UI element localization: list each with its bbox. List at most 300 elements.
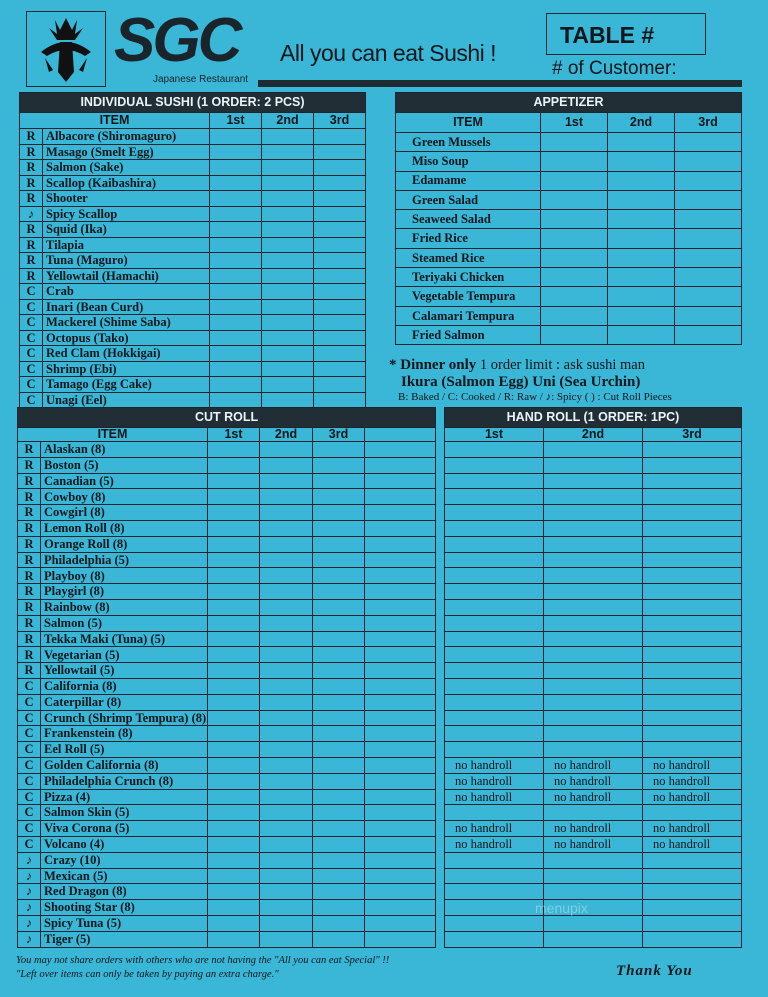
order-cell-3rd[interactable]: [314, 175, 366, 191]
hand-roll-section-title: HAND ROLL (1 ORDER: 1PC): [445, 408, 742, 428]
order-cell-3rd[interactable]: [313, 757, 365, 773]
order-cell-1st[interactable]: [208, 821, 260, 837]
order-cell-1st[interactable]: [208, 552, 260, 568]
order-cell-2nd[interactable]: [544, 552, 643, 568]
order-cell-1st[interactable]: [445, 489, 544, 505]
order-cell-1st[interactable]: [445, 663, 544, 679]
no-handroll-label: no handroll: [445, 821, 544, 837]
order-cell-3rd[interactable]: [313, 900, 365, 916]
order-cell-3rd[interactable]: [313, 868, 365, 884]
order-cell-2nd[interactable]: [262, 160, 314, 176]
order-cell-2nd[interactable]: [262, 129, 314, 145]
item-type-code: C: [18, 678, 41, 694]
order-cell-3rd[interactable]: [313, 789, 365, 805]
order-cell-2nd[interactable]: [262, 222, 314, 238]
order-cell-2nd[interactable]: [544, 489, 643, 505]
order-cell-3rd[interactable]: [313, 631, 365, 647]
order-cell-3rd[interactable]: [675, 133, 742, 152]
order-cell-3rd[interactable]: [675, 171, 742, 190]
item-name: Edamame: [396, 171, 541, 190]
order-cell-3rd[interactable]: [313, 442, 365, 458]
order-cell-2nd[interactable]: [262, 237, 314, 253]
order-cell-1st[interactable]: [208, 599, 260, 615]
order-cell-3rd[interactable]: [675, 306, 742, 325]
order-cell-2nd[interactable]: [544, 915, 643, 931]
order-cell-1st[interactable]: [210, 392, 262, 408]
order-cell-1st[interactable]: [445, 457, 544, 473]
order-cell-2nd[interactable]: [260, 710, 313, 726]
order-cell-1st[interactable]: [541, 287, 608, 306]
order-cell-2nd[interactable]: [260, 568, 313, 584]
no-handroll-label: no handroll: [643, 773, 742, 789]
order-cell-3rd[interactable]: [643, 536, 742, 552]
order-cell-3rd[interactable]: [643, 520, 742, 536]
order-cell-3rd[interactable]: [643, 900, 742, 916]
order-cell-2nd[interactable]: [262, 253, 314, 269]
order-cell-3rd[interactable]: [675, 287, 742, 306]
order-cell-2nd[interactable]: [260, 915, 313, 931]
order-cell-3rd[interactable]: [643, 647, 742, 663]
order-cell-2nd[interactable]: [260, 631, 313, 647]
order-cell-1st[interactable]: [541, 306, 608, 325]
order-cell-2nd[interactable]: [260, 852, 313, 868]
order-cell-3rd[interactable]: [313, 884, 365, 900]
order-cell-1st[interactable]: [210, 284, 262, 300]
order-cell-2nd[interactable]: [260, 836, 313, 852]
order-cell-2nd[interactable]: [260, 489, 313, 505]
order-cell-3rd[interactable]: [314, 237, 366, 253]
order-cell-3rd[interactable]: [643, 473, 742, 489]
no-handroll-label: no handroll: [643, 757, 742, 773]
order-cell-3rd[interactable]: [313, 615, 365, 631]
item-name: Spicy Tuna (5): [41, 915, 208, 931]
order-cell-2nd[interactable]: [544, 536, 643, 552]
order-cell-3rd[interactable]: [313, 647, 365, 663]
order-cell-2nd[interactable]: [260, 678, 313, 694]
order-cell-2nd[interactable]: [544, 647, 643, 663]
order-cell-1st[interactable]: [208, 663, 260, 679]
order-cell-1st[interactable]: [210, 175, 262, 191]
order-cell-3rd[interactable]: [313, 742, 365, 758]
order-cell-3rd[interactable]: [643, 489, 742, 505]
order-cell-1st[interactable]: [445, 536, 544, 552]
item-type-code: R: [18, 663, 41, 679]
item-column-header: ITEM: [18, 428, 208, 442]
item-type-code: R: [18, 536, 41, 552]
order-cell-1st[interactable]: [208, 694, 260, 710]
order-cell-1st[interactable]: [208, 868, 260, 884]
order-cell-2nd[interactable]: [544, 584, 643, 600]
order-cell-2nd[interactable]: [260, 599, 313, 615]
order-cell-3rd[interactable]: [313, 678, 365, 694]
order-cell-1st[interactable]: [541, 268, 608, 287]
item-type-code: C: [20, 284, 43, 300]
order-cell-1st[interactable]: [208, 678, 260, 694]
order-cell-3rd[interactable]: [675, 190, 742, 209]
order-cell-2nd[interactable]: [260, 789, 313, 805]
order-cell-3rd[interactable]: [314, 253, 366, 269]
order-cell-3rd[interactable]: [675, 152, 742, 171]
order-cell-2nd[interactable]: [260, 742, 313, 758]
order-cell-3rd[interactable]: [314, 129, 366, 145]
order-cell-3rd[interactable]: [643, 631, 742, 647]
order-cell-2nd[interactable]: [260, 805, 313, 821]
order-cell-2nd[interactable]: [260, 473, 313, 489]
order-cell-1st[interactable]: [208, 647, 260, 663]
order-cell-1st[interactable]: [445, 884, 544, 900]
order-cell-2nd[interactable]: [544, 457, 643, 473]
order-cell-3rd[interactable]: [313, 931, 365, 947]
order-cell-1st[interactable]: [208, 900, 260, 916]
order-cell-2nd[interactable]: [260, 868, 313, 884]
order-cell-3rd[interactable]: [643, 742, 742, 758]
order-cell-3rd[interactable]: [643, 505, 742, 521]
order-cell-1st[interactable]: [210, 361, 262, 377]
order-cell-1st[interactable]: [445, 647, 544, 663]
order-cell-1st[interactable]: [445, 584, 544, 600]
order-cell-2nd[interactable]: [260, 900, 313, 916]
order-cell-1st[interactable]: [208, 568, 260, 584]
order-cell-3rd[interactable]: [313, 568, 365, 584]
order-cell-3rd[interactable]: [313, 694, 365, 710]
order-cell-2nd[interactable]: [262, 144, 314, 160]
order-cell-2nd[interactable]: [544, 742, 643, 758]
order-cell-2nd[interactable]: [608, 268, 675, 287]
order-cell-3rd[interactable]: [643, 868, 742, 884]
order-cell-2nd[interactable]: [262, 392, 314, 408]
item-name: Octopus (Tako): [43, 330, 210, 346]
order-cell-1st[interactable]: [445, 868, 544, 884]
order-cell-3rd[interactable]: [313, 773, 365, 789]
table-row: [20, 160, 366, 176]
order-cell-2nd[interactable]: [262, 330, 314, 346]
order-cell-1st[interactable]: [208, 757, 260, 773]
order-cell-2nd[interactable]: [260, 457, 313, 473]
order-cell-2nd[interactable]: [544, 694, 643, 710]
order-cell-1st[interactable]: [541, 133, 608, 152]
order-cell-3rd[interactable]: [643, 805, 742, 821]
order-cell-3rd[interactable]: [643, 599, 742, 615]
table-row: [18, 647, 436, 663]
order-cell-1st[interactable]: [210, 129, 262, 145]
order-cell-2nd[interactable]: [260, 726, 313, 742]
order-cell-2nd[interactable]: [260, 694, 313, 710]
item-type-code: ♪: [18, 868, 41, 884]
order-cell-1st[interactable]: [210, 377, 262, 393]
order-cell-1st[interactable]: [445, 442, 544, 458]
order-cell-3rd[interactable]: [313, 473, 365, 489]
order-cell-3rd[interactable]: [314, 144, 366, 160]
order-cell-3rd[interactable]: [314, 299, 366, 315]
order-cell-2nd[interactable]: [262, 206, 314, 222]
order-cell-1st[interactable]: [208, 726, 260, 742]
order-cell-3rd[interactable]: [643, 726, 742, 742]
order-cell-2nd[interactable]: [608, 210, 675, 229]
order-cell-1st[interactable]: [445, 599, 544, 615]
order-cell-1st[interactable]: [445, 568, 544, 584]
order-cell-3rd[interactable]: [313, 836, 365, 852]
order-cell-2nd[interactable]: [260, 931, 313, 947]
order-cell-2nd[interactable]: [608, 287, 675, 306]
order-cell-3rd[interactable]: [314, 361, 366, 377]
order-cell-1st[interactable]: [541, 171, 608, 190]
table-row: [396, 210, 742, 229]
order-cell-1st[interactable]: [210, 160, 262, 176]
order-cell-3rd[interactable]: [314, 222, 366, 238]
extra-cell: [365, 742, 436, 758]
order-cell-3rd[interactable]: [675, 248, 742, 267]
order-cell-1st[interactable]: [208, 710, 260, 726]
order-cell-2nd[interactable]: [544, 631, 643, 647]
order-cell-1st[interactable]: [208, 884, 260, 900]
table-row: [445, 884, 742, 900]
order-cell-1st[interactable]: [210, 206, 262, 222]
order-cell-3rd[interactable]: [643, 442, 742, 458]
order-cell-2nd[interactable]: [608, 325, 675, 344]
table-row: [18, 915, 436, 931]
order-cell-3rd[interactable]: [314, 268, 366, 284]
item-name: Tilapia: [43, 237, 210, 253]
order-cell-3rd[interactable]: [643, 568, 742, 584]
order-cell-1st[interactable]: [210, 299, 262, 315]
order-cell-1st[interactable]: [208, 631, 260, 647]
order-cell-3rd[interactable]: [643, 884, 742, 900]
order-cell-3rd[interactable]: [643, 457, 742, 473]
extra-cell: [365, 900, 436, 916]
order-cell-1st[interactable]: [208, 536, 260, 552]
order-cell-1st[interactable]: [208, 915, 260, 931]
dinner-note-line1: 1 order limit : ask sushi man: [479, 357, 645, 373]
table-row: [20, 346, 366, 362]
order-cell-3rd[interactable]: [643, 552, 742, 568]
order-cell-1st[interactable]: [210, 253, 262, 269]
order-cell-3rd[interactable]: [643, 915, 742, 931]
order-cell-1st[interactable]: [541, 190, 608, 209]
order-cell-2nd[interactable]: [262, 361, 314, 377]
order-cell-3rd[interactable]: [314, 191, 366, 207]
order-cell-2nd[interactable]: [608, 229, 675, 248]
order-cell-3rd[interactable]: [313, 805, 365, 821]
order-cell-1st[interactable]: [445, 915, 544, 931]
order-cell-3rd[interactable]: [314, 330, 366, 346]
item-name: Tuna (Maguro): [43, 253, 210, 269]
item-name: Caterpillar (8): [41, 694, 208, 710]
order-cell-2nd[interactable]: [544, 568, 643, 584]
order-cell-1st[interactable]: [210, 315, 262, 331]
order-cell-3rd[interactable]: [313, 584, 365, 600]
table-row: [18, 584, 436, 600]
order-cell-1st[interactable]: [208, 789, 260, 805]
order-cell-1st[interactable]: [208, 836, 260, 852]
order-cell-1st[interactable]: [541, 152, 608, 171]
order-cell-3rd[interactable]: [643, 678, 742, 694]
order-cell-2nd[interactable]: [260, 552, 313, 568]
order-cell-2nd[interactable]: [608, 190, 675, 209]
order-cell-3rd[interactable]: [643, 663, 742, 679]
order-cell-1st[interactable]: [208, 489, 260, 505]
order-cell-1st[interactable]: [208, 615, 260, 631]
order-cell-3rd[interactable]: [313, 663, 365, 679]
order-cell-1st[interactable]: [445, 678, 544, 694]
order-cell-1st[interactable]: [208, 773, 260, 789]
order-cell-2nd[interactable]: [544, 710, 643, 726]
order-cell-3rd[interactable]: [313, 552, 365, 568]
order-cell-1st[interactable]: [445, 726, 544, 742]
order-cell-3rd[interactable]: [643, 584, 742, 600]
order-cell-2nd[interactable]: [608, 152, 675, 171]
order-cell-1st[interactable]: [208, 457, 260, 473]
order-cell-2nd[interactable]: [544, 520, 643, 536]
table-row: [445, 757, 742, 773]
order-cell-2nd[interactable]: [260, 536, 313, 552]
order-cell-1st[interactable]: [445, 552, 544, 568]
extra-cell: [365, 568, 436, 584]
order-cell-1st[interactable]: [541, 248, 608, 267]
order-cell-1st[interactable]: [445, 615, 544, 631]
order-cell-2nd[interactable]: [262, 191, 314, 207]
order-cell-3rd[interactable]: [643, 931, 742, 947]
order-cell-1st[interactable]: [210, 268, 262, 284]
order-cell-1st[interactable]: [208, 805, 260, 821]
order-cell-2nd[interactable]: [262, 175, 314, 191]
order-cell-2nd[interactable]: [608, 306, 675, 325]
order-cell-2nd[interactable]: [260, 821, 313, 837]
order-cell-2nd[interactable]: [260, 615, 313, 631]
order-cell-3rd[interactable]: [643, 852, 742, 868]
order-cell-3rd[interactable]: [643, 694, 742, 710]
order-cell-3rd[interactable]: [314, 160, 366, 176]
order-cell-2nd[interactable]: [260, 884, 313, 900]
order-cell-1st[interactable]: [210, 346, 262, 362]
order-cell-1st[interactable]: [445, 520, 544, 536]
extra-cell: [365, 615, 436, 631]
order-cell-3rd[interactable]: [313, 520, 365, 536]
order-cell-1st[interactable]: [208, 584, 260, 600]
order-cell-1st[interactable]: [541, 325, 608, 344]
order-cell-2nd[interactable]: [544, 505, 643, 521]
order-cell-1st[interactable]: [208, 473, 260, 489]
order-cell-3rd[interactable]: [675, 210, 742, 229]
order-cell-3rd[interactable]: [675, 229, 742, 248]
order-cell-1st[interactable]: [445, 473, 544, 489]
order-cell-3rd[interactable]: [314, 377, 366, 393]
order-cell-2nd[interactable]: [260, 773, 313, 789]
order-cell-1st[interactable]: [208, 505, 260, 521]
order-cell-3rd[interactable]: [314, 346, 366, 362]
order-cell-2nd[interactable]: [262, 284, 314, 300]
order-cell-2nd[interactable]: [544, 931, 643, 947]
order-cell-2nd[interactable]: [262, 346, 314, 362]
order-cell-3rd[interactable]: [313, 915, 365, 931]
order-cell-1st[interactable]: [445, 805, 544, 821]
order-cell-1st[interactable]: [210, 191, 262, 207]
order-cell-1st[interactable]: [208, 520, 260, 536]
no-handroll-label: no handroll: [445, 789, 544, 805]
order-cell-2nd[interactable]: [544, 615, 643, 631]
item-name: Cowboy (8): [41, 489, 208, 505]
order-cell-2nd[interactable]: [544, 884, 643, 900]
order-cell-1st[interactable]: [208, 852, 260, 868]
order-cell-2nd[interactable]: [544, 726, 643, 742]
order-cell-3rd[interactable]: [314, 284, 366, 300]
order-cell-2nd[interactable]: [262, 377, 314, 393]
table-row: [445, 805, 742, 821]
order-cell-1st[interactable]: [541, 210, 608, 229]
order-cell-2nd[interactable]: [544, 678, 643, 694]
order-cell-1st[interactable]: [445, 900, 544, 916]
order-cell-3rd[interactable]: [643, 710, 742, 726]
order-cell-2nd[interactable]: [608, 171, 675, 190]
table-row: [18, 442, 436, 458]
order-cell-2nd[interactable]: [262, 299, 314, 315]
order-cell-3rd[interactable]: [313, 489, 365, 505]
order-cell-1st[interactable]: [210, 222, 262, 238]
order-cell-2nd[interactable]: [260, 520, 313, 536]
order-cell-2nd[interactable]: [608, 248, 675, 267]
order-cell-2nd[interactable]: [544, 473, 643, 489]
order-cell-2nd[interactable]: [262, 268, 314, 284]
order-cell-1st[interactable]: [210, 144, 262, 160]
order-cell-1st[interactable]: [208, 742, 260, 758]
order-cell-3rd[interactable]: [313, 536, 365, 552]
order-cell-2nd[interactable]: [544, 442, 643, 458]
order-cell-3rd[interactable]: [313, 505, 365, 521]
no-handroll-label: no handroll: [643, 821, 742, 837]
order-cell-3rd[interactable]: [314, 315, 366, 331]
order-cell-2nd[interactable]: [260, 505, 313, 521]
order-cell-1st[interactable]: [445, 710, 544, 726]
order-cell-3rd[interactable]: [675, 268, 742, 287]
order-cell-3rd[interactable]: [313, 821, 365, 837]
order-cell-2nd[interactable]: [260, 442, 313, 458]
order-cell-3rd[interactable]: [675, 325, 742, 344]
order-cell-3rd[interactable]: [313, 852, 365, 868]
order-cell-3rd[interactable]: [313, 710, 365, 726]
order-cell-1st[interactable]: [541, 229, 608, 248]
order-cell-2nd[interactable]: [260, 584, 313, 600]
order-cell-3rd[interactable]: [314, 206, 366, 222]
order-cell-2nd[interactable]: [260, 757, 313, 773]
order-cell-1st[interactable]: [445, 694, 544, 710]
order-cell-3rd[interactable]: [314, 392, 366, 408]
item-type-code: C: [18, 757, 41, 773]
order-cell-1st[interactable]: [208, 442, 260, 458]
extra-cell: [365, 836, 436, 852]
order-cell-1st[interactable]: [208, 931, 260, 947]
order-cell-3rd[interactable]: [643, 615, 742, 631]
order-cell-2nd[interactable]: [262, 315, 314, 331]
order-cell-2nd[interactable]: [608, 133, 675, 152]
order-cell-2nd[interactable]: [544, 599, 643, 615]
order-cell-1st[interactable]: [210, 330, 262, 346]
first-round-header: 1st: [208, 428, 260, 442]
order-cell-3rd[interactable]: [313, 726, 365, 742]
order-cell-1st[interactable]: [445, 631, 544, 647]
order-cell-3rd[interactable]: [313, 599, 365, 615]
order-cell-1st[interactable]: [445, 742, 544, 758]
order-cell-1st[interactable]: [210, 237, 262, 253]
order-cell-2nd[interactable]: [260, 663, 313, 679]
order-cell-3rd[interactable]: [313, 457, 365, 473]
order-cell-1st[interactable]: [445, 505, 544, 521]
order-cell-2nd[interactable]: [544, 805, 643, 821]
order-cell-1st[interactable]: [445, 931, 544, 947]
order-cell-2nd[interactable]: [544, 852, 643, 868]
order-cell-2nd[interactable]: [260, 647, 313, 663]
order-cell-2nd[interactable]: [544, 868, 643, 884]
order-cell-1st[interactable]: [445, 852, 544, 868]
order-cell-2nd[interactable]: [544, 663, 643, 679]
